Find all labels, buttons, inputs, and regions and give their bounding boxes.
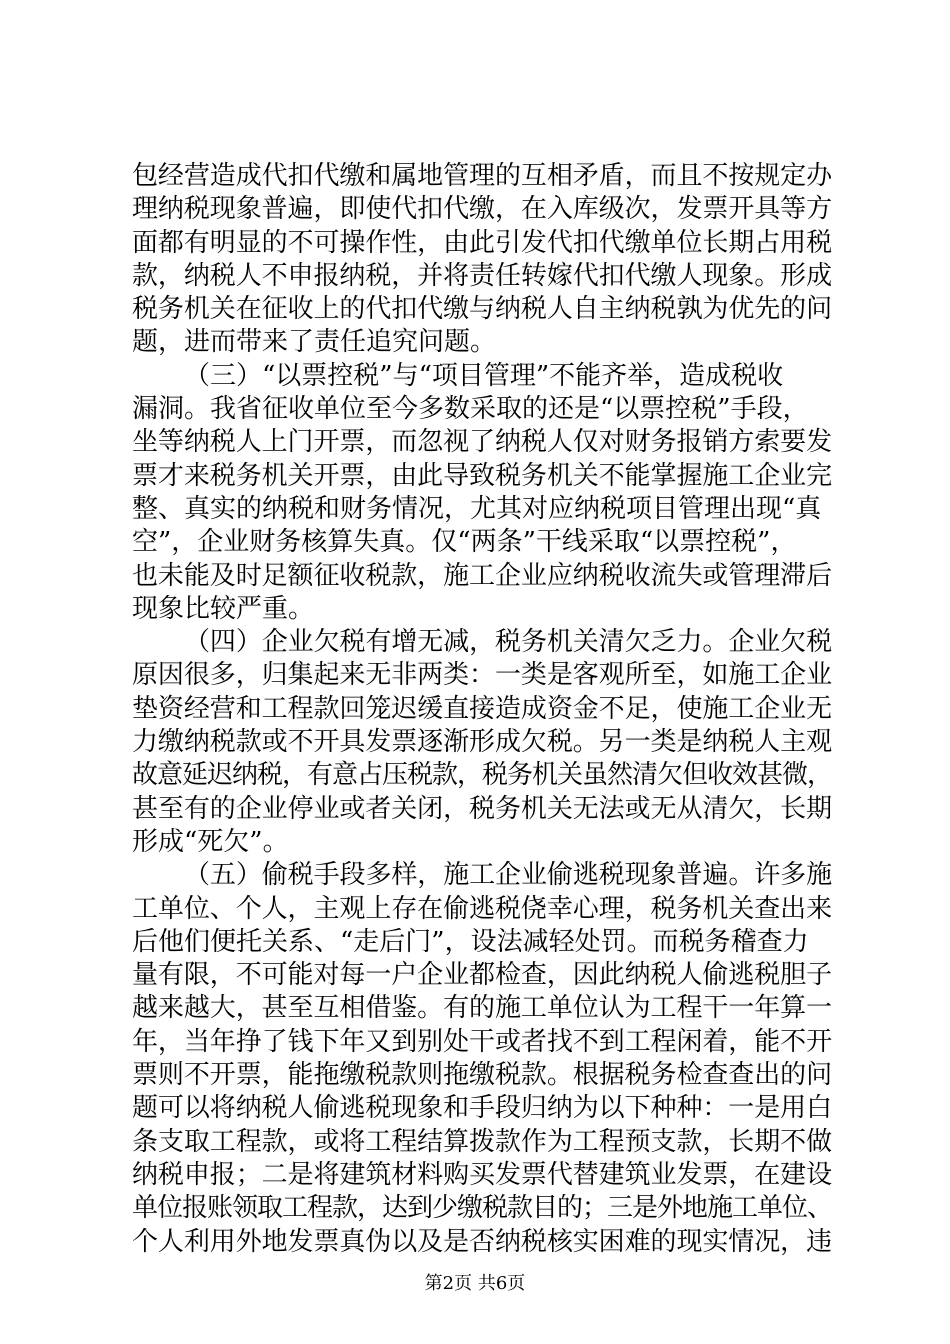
text-line: 税务机关在征收上的代扣代缴与纳税人自主纳税孰为优先的问 [132,294,833,325]
text-line: 个人利用外地发票真伪以及是否纳税核实困难的现实情况，违 [132,1226,833,1257]
text-line: 坐等纳税人上门开票，而忽视了纳税人仅对财务报销方索要发 [132,427,833,458]
paragraph-start-line: （五）偷税手段多样，施工企业偷逃税现象普遍。许多施 [184,860,833,891]
text-line: 条支取工程款，或将工程结算拨款作为工程预支款，长期不做 [132,1126,833,1157]
paragraph-start-line: （三）“以票控税”与“项目管理”不能齐举，造成税收 [184,360,784,391]
text-line: 形成“死欠”。 [132,826,289,857]
text-line: 题，进而带来了责任追究问题。 [132,327,497,358]
text-line: 年，当年挣了钱下年又到别处干或者找不到工程闲着，能不开 [132,1026,833,1057]
text-line: 单位报账领取工程款，达到少缴税款目的；三是外地施工单位、 [132,1193,833,1224]
text-line: 量有限，不可能对每一户企业都检查，因此纳税人偷逃税胆子 [132,960,833,991]
text-line: 面都有明显的不可操作性，由此引发代扣代缴单位长期占用税 [132,227,833,258]
text-line: 越来越大，甚至互相借鉴。有的施工单位认为工程干一年算一 [132,993,833,1024]
text-line: 漏洞。我省征收单位至今多数采取的还是“以票控税”手段， [132,394,809,425]
text-line: 纳税申报；二是将建筑材料购买发票代替建筑业发票，在建设 [132,1159,833,1190]
text-line: 力缴纳税款或不开具发票逐渐形成欠税。另一类是纳税人主观 [132,727,833,758]
text-line: 理纳税现象普遍，即使代扣代缴，在入库级次，发票开具等方 [132,194,833,225]
text-line: 包经营造成代扣代缴和属地管理的互相矛盾，而且不按规定办 [132,161,833,191]
text-line: 原因很多，归集起来无非两类：一类是客观所至，如施工企业 [132,660,833,691]
text-line: 后他们便托关系、“走后门”，设法减轻处罚。而税务稽查力 [132,926,809,957]
text-line: 票才来税务机关开票，由此导致税务机关不能掌握施工企业完 [132,460,833,491]
paragraph-start-line: （四）企业欠税有增无减，税务机关清欠乏力。企业欠税 [184,627,833,658]
text-line: 故意延迟纳税，有意占压税款，税务机关虽然清欠但收效甚微， [132,760,833,791]
text-line: 现象比较严重。 [132,593,315,624]
page-footer: 第2页 共6页 [424,1273,526,1294]
text-line: 款，纳税人不申报纳税，并将责任转嫁代扣代缴人现象。形成 [132,260,833,291]
text-line: 垫资经营和工程款回笼迟缓直接造成资金不足，使施工企业无 [132,693,833,724]
text-line: 整、真实的纳税和财务情况，尤其对应纳税项目管理出现“真 [132,493,822,524]
document-body [132,160,832,1259]
text-line: 也未能及时足额征收税款，施工企业应纳税收流失或管理滞后 [132,560,833,591]
text-line: 甚至有的企业停业或者关闭，税务机关无法或无从清欠，长期 [132,793,833,824]
text-line: 题可以将纳税人偷逃税现象和手段归纳为以下种种：一是用白 [132,1093,833,1124]
text-line: 票则不开票，能拖缴税款则拖缴税款。根据税务检查查出的问 [132,1060,833,1091]
text-line: 空”，企业财务核算失真。仅“两条”干线采取“以票控税”， [132,527,797,558]
text-line: 工单位、个人，主观上存在偷逃税侥幸心理，税务机关查出来 [132,893,833,924]
